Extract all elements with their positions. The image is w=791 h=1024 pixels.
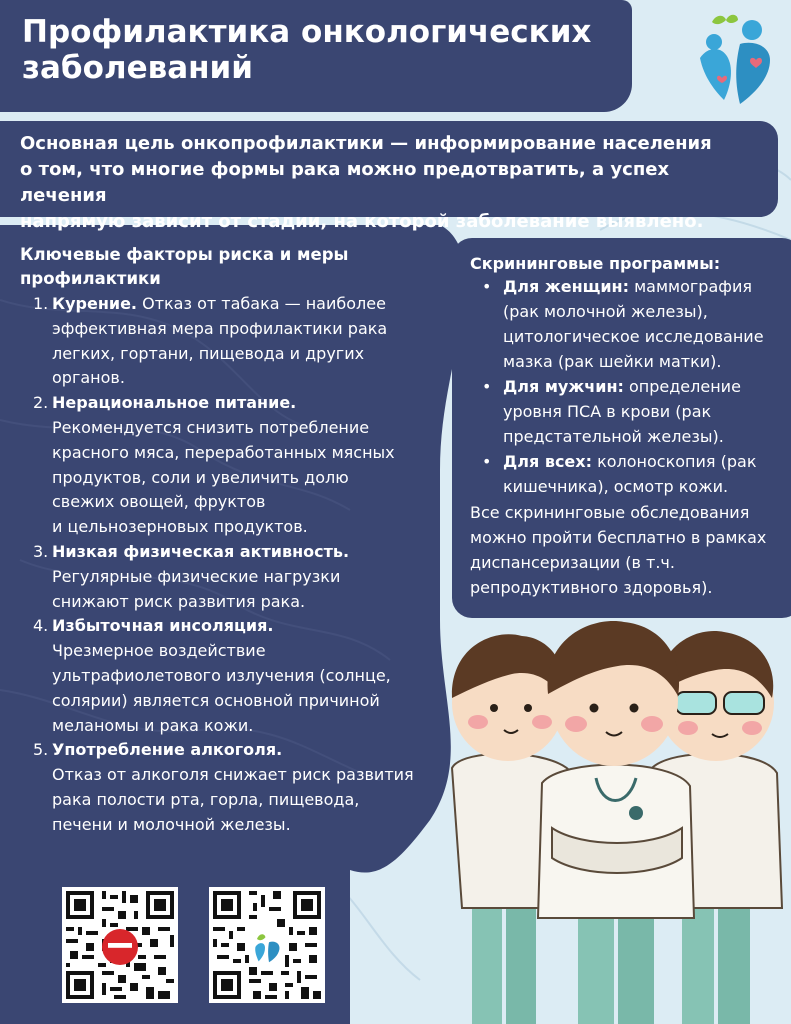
intro-line-3: напрямую зависит от стадии, на которой заболевание выявлено. [20, 211, 704, 232]
risk-item-text: печени и молочной железы. [52, 814, 291, 834]
screening-note-line: диспансеризации (в т.ч. [470, 553, 675, 572]
risk-item-text: Рекомендуется снизить потребление [52, 417, 370, 437]
risk-item-number: 5. [33, 740, 49, 760]
screening-note-line: можно пройти бесплатно в рамках [470, 528, 767, 547]
risk-item-text: ультрафиолетового излучения (солнце, [52, 665, 391, 685]
screening-heading: Скрининговые программы: [470, 254, 721, 273]
screening-note-line: Все скрининговые обследования [470, 503, 750, 522]
risk-item-number: 1. [33, 294, 49, 313]
risk-item-text: легких, гортани, пищевода и других [52, 343, 365, 363]
risk-item-text: меланомы и рака кожи. [52, 715, 254, 735]
risk-item-text: солярии) является основной причиной [52, 690, 380, 710]
three-doctors-illustration-icon [432, 608, 791, 1024]
risk-item-title: Употребление алкоголя. [52, 740, 283, 760]
screening-item-label: Для мужчин: [503, 377, 624, 396]
bullet-icon: • [482, 452, 492, 471]
risk-item-text: красного мяса, переработанных мясных [52, 442, 395, 462]
intro-line-1: Основная цель онкопрофилактики — информирование населения [20, 133, 712, 154]
family-health-logo-icon [694, 8, 776, 108]
bullet-icon: • [482, 277, 492, 296]
screening-note-line: репродуктивного здоровья). [470, 578, 713, 597]
risk-item-title: Курение. [52, 294, 138, 313]
screening-item-women [470, 274, 790, 374]
risk-factors-list [20, 292, 440, 838]
risk-heading-line-1: Ключевые факторы риска и меры [20, 245, 349, 264]
risk-item-title: Избыточная инсоляция. [52, 616, 274, 636]
risk-item-text: Отказ от алкоголя снижает риск развития [52, 765, 414, 785]
risk-item-number: 3. [33, 541, 49, 561]
intro-text [20, 131, 760, 235]
risk-item-insolation [20, 614, 440, 738]
risk-item-text: снижают риск развития рака. [52, 591, 306, 611]
screening-item-text: маммография [629, 277, 752, 296]
risk-item-title: Низкая физическая активность. [52, 541, 350, 561]
risk-item-nutrition [20, 391, 440, 540]
doctor-middle [538, 621, 694, 1024]
screening-note [470, 500, 790, 600]
risk-item-number: 4. [33, 616, 49, 636]
intro-line-2: о том, что многие формы рака можно предотвратить, а успех лечения [20, 159, 670, 206]
screening-item-text: кишечника), осмотр кожи. [503, 477, 729, 496]
screening-item-men [470, 374, 790, 449]
qr-code-icon[interactable] [62, 887, 178, 1003]
risk-item-smoking [20, 292, 440, 391]
screening-item-text: цитологическое исследование [503, 327, 764, 346]
qr-code-icon[interactable] [209, 887, 325, 1003]
risk-item-text: Регулярные физические нагрузки [52, 566, 341, 586]
screening-item-text: определение [623, 377, 741, 396]
risk-item-number: 2. [33, 393, 49, 413]
title-line-2: заболеваний [22, 50, 254, 86]
screening-item-text: колоноскопия (рак [592, 452, 757, 471]
title-line-1: Профилактика онкологических [22, 14, 592, 50]
risk-item-text: Отказ от табака — наиболее [137, 294, 386, 313]
screening-item-text: мазка (рак шейки матки). [503, 352, 722, 371]
screening-item-label: Для всех: [503, 452, 592, 471]
bullet-icon: • [482, 377, 492, 396]
risk-item-text: свежих овощей, фруктов [52, 492, 266, 512]
risk-factors-heading [20, 243, 420, 291]
risk-item-text: и цельнозерновых продуктов. [52, 517, 308, 537]
screening-item-label: Для женщин: [503, 277, 629, 296]
risk-item-title: Нерациональное питание. [52, 393, 297, 413]
risk-heading-line-2: профилактики [20, 269, 161, 288]
screening-item-text: (рак молочной железы), [503, 302, 708, 321]
risk-item-activity [20, 540, 440, 614]
risk-item-text: рака полости рта, горла, пищевода, [52, 789, 360, 809]
screening-item-text: уровня ПСА в крови (рак [503, 402, 712, 421]
page-title [22, 14, 622, 86]
risk-item-text: эффективная мера профилактики рака [52, 318, 388, 338]
screening-item-all [470, 449, 790, 499]
risk-item-text: Чрезмерное воздействие [52, 641, 266, 661]
screening-item-text: предстательной железы). [503, 427, 724, 446]
risk-item-alcohol [20, 738, 440, 837]
risk-item-text: органов. [52, 368, 125, 388]
screening-list [470, 274, 790, 499]
risk-item-text: продуктов, соли и увеличить долю [52, 467, 349, 487]
